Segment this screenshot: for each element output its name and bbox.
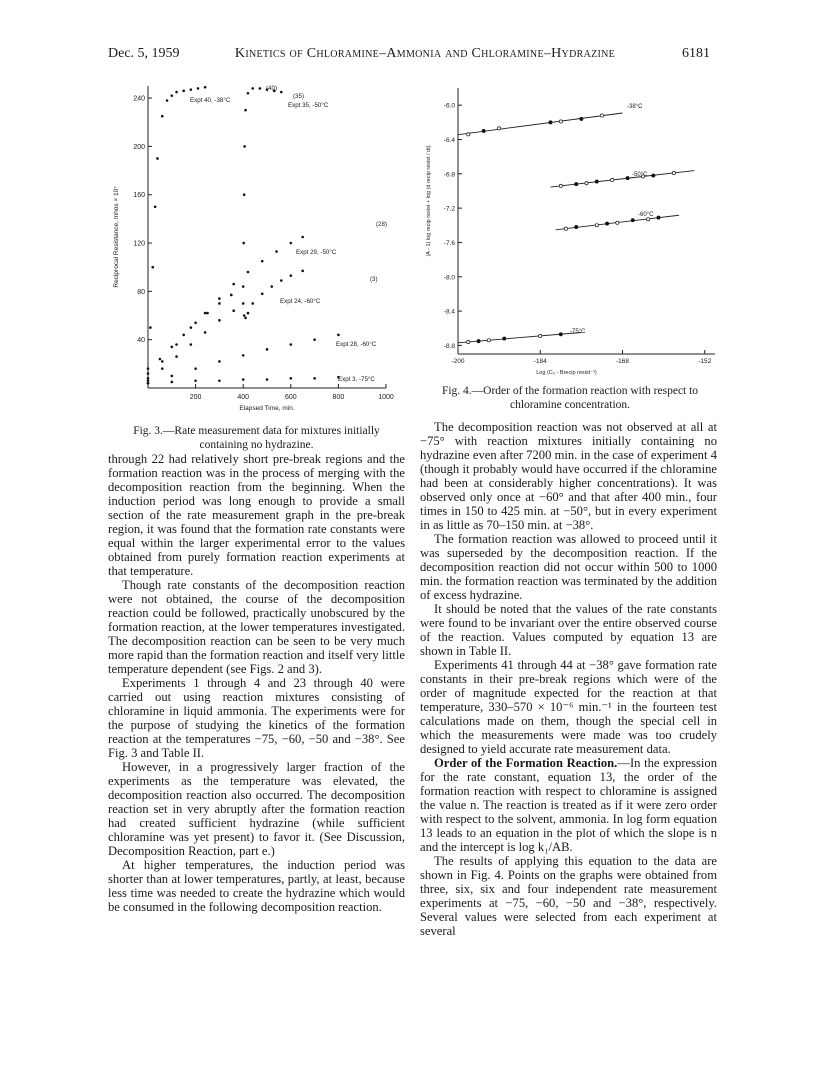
- data-point: [204, 86, 207, 89]
- y-tick-label: -8.4: [443, 308, 455, 316]
- data-point: [467, 340, 470, 343]
- chart-annotation: Expt 35, -50°C: [288, 102, 329, 109]
- paragraph-order-section: [420, 756, 717, 854]
- figure-4-chart: [420, 78, 720, 380]
- data-point: [657, 216, 660, 219]
- data-point: [243, 314, 246, 317]
- data-point: [580, 117, 583, 120]
- y-tick-label: -7.6: [443, 239, 455, 247]
- data-point: [626, 176, 629, 179]
- data-point: [539, 334, 542, 337]
- data-point: [242, 302, 245, 305]
- paragraph: Experiments 1 through 4 and 23 through 40 were carried out using reaction mixtures consisting of chloramine in liquid ammonia. The experiments were for the purpose of studying the kinetics of the formation reaction at the temperatures −75, −60, −50 and −38°. See Fig. 3 and Table II.: [108, 676, 405, 760]
- data-point: [261, 260, 264, 263]
- y-tick-label: -6.4: [443, 136, 455, 144]
- section-body: —In the expression for the rate constant, equation 13, the order of the formation reaction with respect to chloramine is assigned the value n. The reaction is treated as if it were zero order with respect to the solvent, ammonia. In log form equation 13 leads to an equation in the plot of which the slope is n and the intercept is log k₁/AB.: [420, 756, 717, 854]
- data-point: [218, 302, 221, 305]
- data-point: [313, 338, 316, 341]
- data-point: [631, 219, 634, 222]
- data-point: [242, 354, 245, 357]
- paragraph: However, in a progressively larger fraction of the experiments as the temperature was elevated, the decomposition reaction also occurred. The decomposition reaction set in very abruptly after the formation reaction had created sufficient hydrazine (while sufficient chloramine was yet present) to favor it. (See Discussion, Decomposition Reaction, part e.): [108, 760, 405, 858]
- data-point: [652, 174, 655, 177]
- x-tick-label: -200: [451, 358, 465, 365]
- y-tick-label: 40: [137, 337, 145, 345]
- data-point: [647, 218, 650, 221]
- data-point: [559, 184, 562, 187]
- right-column: [420, 420, 717, 938]
- data-point: [564, 227, 567, 230]
- data-point: [171, 375, 174, 378]
- data-point: [585, 182, 588, 185]
- data-point: [595, 224, 598, 227]
- data-point: [477, 340, 480, 343]
- y-axis-label: Reciprocal Resistance, mhos × 10⁷: [113, 186, 120, 288]
- data-point: [161, 367, 164, 370]
- data-point: [194, 379, 197, 382]
- paragraph: The formation reaction was allowed to proceed until it was superseded by the decomposition reaction. If the decomposition reaction did not occur within 500 to 1000 min. the formation reaction was terminated by the addition of excess hydrazine.: [420, 532, 717, 602]
- data-point: [204, 331, 207, 334]
- data-point: [147, 379, 150, 382]
- data-point: [605, 222, 608, 225]
- data-point: [259, 87, 262, 90]
- data-point: [218, 297, 221, 300]
- page-number: 6181: [682, 46, 710, 61]
- data-point: [503, 337, 506, 340]
- chart-annotation: Expt 40, -38°C: [190, 97, 231, 104]
- data-point: [161, 115, 164, 118]
- data-point: [171, 346, 174, 349]
- data-point: [261, 292, 264, 295]
- data-point: [337, 334, 340, 337]
- data-point: [275, 250, 278, 253]
- data-point: [498, 127, 501, 130]
- data-point: [290, 274, 293, 277]
- data-point: [182, 334, 185, 337]
- data-point: [161, 360, 164, 363]
- paragraph: The results of applying this equation to the data are shown in Fig. 4. Points on the graphs were obtained from three, six, six and four independent rate measurement experiments at −75, −60, −50 and −38°, respectively. Several values were selected from each experiment at several: [420, 854, 717, 938]
- x-tick-label: 400: [237, 394, 250, 401]
- data-point: [559, 120, 562, 123]
- data-point: [243, 145, 246, 148]
- x-tick-label: -152: [698, 358, 712, 365]
- figure-3: [108, 78, 408, 420]
- data-point: [190, 88, 193, 91]
- data-point: [232, 309, 235, 312]
- data-point: [147, 382, 150, 385]
- data-point: [194, 321, 197, 324]
- data-point: [156, 157, 159, 160]
- data-point: [242, 242, 245, 245]
- data-point: [313, 377, 316, 380]
- data-point: [575, 225, 578, 228]
- chart-annotation: -60°C: [638, 212, 654, 218]
- data-point: [559, 333, 562, 336]
- paragraph: It should be noted that the values of the rate constants were found to be invariant over the entire observed course of the reaction. Values computed by equation 13 are shown in Table II.: [420, 602, 717, 658]
- data-point: [290, 343, 293, 346]
- data-point: [232, 283, 235, 286]
- data-point: [166, 99, 169, 102]
- y-tick-label: -7.2: [443, 205, 455, 213]
- data-point: [242, 285, 245, 288]
- data-point: [194, 367, 197, 370]
- data-point: [242, 378, 245, 381]
- x-axis-label: Elapsed Time, min.: [239, 405, 295, 412]
- y-tick-label: -8.8: [443, 342, 455, 350]
- chart-annotation: Expt 24, -60°C: [280, 298, 321, 305]
- data-point: [171, 381, 174, 384]
- chart-annotation: Expt 3, -75°C: [338, 376, 375, 383]
- y-tick-label: 200: [133, 143, 145, 151]
- chart-annotation: (28): [376, 221, 388, 228]
- section-heading: Order of the Formation Reaction.: [434, 756, 618, 770]
- data-point: [218, 319, 221, 322]
- data-point: [206, 312, 209, 315]
- data-point: [151, 266, 154, 269]
- y-tick-label: 80: [137, 288, 145, 296]
- y-tick-label: 160: [133, 192, 145, 200]
- y-tick-label: -6.0: [443, 102, 455, 110]
- data-point: [301, 236, 304, 239]
- x-axis-label: Log (C₀ - Brecip resist⁻¹): [536, 370, 597, 376]
- y-tick-label: 240: [133, 95, 145, 103]
- left-column: [108, 452, 405, 914]
- y-tick-label: 120: [133, 240, 145, 248]
- data-point: [147, 372, 150, 375]
- data-point: [595, 180, 598, 183]
- paragraph: Though rate constants of the decomposition reaction were not obtained, the course of the decomposition reaction could be followed, practically unobscured by the formation reaction, at the lower temperatures investigated. The decomposition reaction can be seen to be very much more rapid than the formation reaction and itself very little temperature dependent (see Figs. 2 and 3).: [108, 578, 405, 676]
- x-tick-label: 200: [189, 394, 202, 401]
- paragraph: The decomposition reaction was not observed at all at −75° with reaction mixtures initially containing no hydrazine even after 7200 min. in the case of experiment 4 (though it probably would have occurred if the chloramine had been at considerably higher concentrations). It was observed only once at −60° and that after 400 min., four times in 150 to 425 min. at −50°, but in every experiment in as little as 70–150 min. at −38°.: [420, 420, 717, 532]
- x-tick-label: 600: [284, 394, 297, 401]
- data-point: [487, 339, 490, 342]
- data-point: [616, 221, 619, 224]
- data-point: [244, 317, 247, 320]
- data-point: [175, 355, 178, 358]
- data-point: [280, 91, 283, 94]
- x-tick-label: 1000: [378, 394, 394, 401]
- figure-4-caption: Fig. 4.—Order of the formation reaction with respect to chloramine concentration.: [441, 385, 699, 411]
- data-point: [204, 312, 207, 315]
- data-point: [149, 326, 152, 329]
- data-point: [190, 343, 193, 346]
- x-tick-label: -168: [615, 358, 629, 365]
- paragraph: At higher temperatures, the induction period was shorter than at lower temperatures, partly, at least, because less time was needed to create the hydrazine which would be consumed in the following decomposition reaction.: [108, 858, 405, 914]
- data-point: [154, 206, 157, 209]
- paragraph: Experiments 41 through 44 at −38° gave formation rate constants in their pre-break regions which were of the order of magnitude expected for the reaction at that temperature, 330–570 × 10⁻⁶ min.⁻¹ in the fourteen test calculations made on them, though the special cell in which the measurements were made was too crudely designed to yield accurate rate measurement data.: [420, 658, 717, 756]
- data-point: [672, 171, 675, 174]
- data-point: [549, 121, 552, 124]
- data-point: [266, 378, 269, 381]
- running-header-date: Dec. 5, 1959: [108, 46, 180, 61]
- data-point: [290, 242, 293, 245]
- data-point: [147, 377, 150, 380]
- figure-3-caption: Fig. 3.—Rate measurement data for mixtures initially containing no hydrazine.: [133, 425, 380, 451]
- data-point: [247, 92, 250, 95]
- running-header-title: Kinetics of Chloramine–Ammonia and Chloramine–Hydrazine: [234, 46, 616, 61]
- data-point: [190, 326, 193, 329]
- data-point: [251, 302, 254, 305]
- data-point: [247, 312, 250, 315]
- chart-annotation: (3): [370, 276, 378, 283]
- data-point: [575, 183, 578, 186]
- data-point: [197, 87, 200, 90]
- data-point: [290, 377, 293, 380]
- x-tick-label: -184: [533, 358, 547, 365]
- chart-annotation: (40): [266, 85, 278, 92]
- x-tick-label: 800: [332, 394, 345, 401]
- chart-annotation: -38°C: [627, 104, 643, 110]
- chart-annotation: Expt 29, -50°C: [296, 249, 337, 256]
- fit-line: [458, 332, 581, 342]
- data-point: [147, 367, 150, 370]
- paragraph: through 22 had relatively short pre-break regions and the formation reaction was in the process of merging with the decomposition reaction from the beginning. When the induction period was long enough to provide a small section of the rate measurement graph in the pre-break region, it was found that the formation rate constants were equal within the larger experimental error to the values obtained from purely formation reaction experiments at that temperature.: [108, 452, 405, 578]
- data-point: [482, 129, 485, 132]
- y-axis-label: (A - 1) log recip resist + log (d recip resist / dt): [426, 145, 432, 257]
- data-point: [280, 279, 283, 282]
- data-point: [182, 90, 185, 93]
- data-point: [218, 379, 221, 382]
- data-point: [251, 87, 254, 90]
- data-point: [270, 285, 273, 288]
- data-point: [247, 271, 250, 274]
- data-point: [301, 270, 304, 273]
- data-point: [243, 193, 246, 196]
- chart-annotation: -75°C: [570, 329, 586, 335]
- data-point: [171, 94, 174, 97]
- data-point: [175, 91, 178, 94]
- data-point: [230, 294, 233, 297]
- data-point: [600, 114, 603, 117]
- data-point: [159, 358, 162, 361]
- chart-annotation: Expt 28, -60°C: [336, 341, 377, 348]
- y-tick-label: -6.8: [443, 171, 455, 179]
- chart-annotation: -50°C: [632, 172, 648, 178]
- data-point: [218, 360, 221, 363]
- data-point: [266, 348, 269, 351]
- figure-3-chart: [108, 78, 408, 420]
- chart-annotation: (35): [293, 93, 305, 100]
- y-tick-label: -8.0: [443, 274, 455, 282]
- data-point: [611, 178, 614, 181]
- data-point: [175, 343, 178, 346]
- data-point: [467, 133, 470, 136]
- data-point: [244, 109, 247, 112]
- figure-4: [420, 78, 720, 380]
